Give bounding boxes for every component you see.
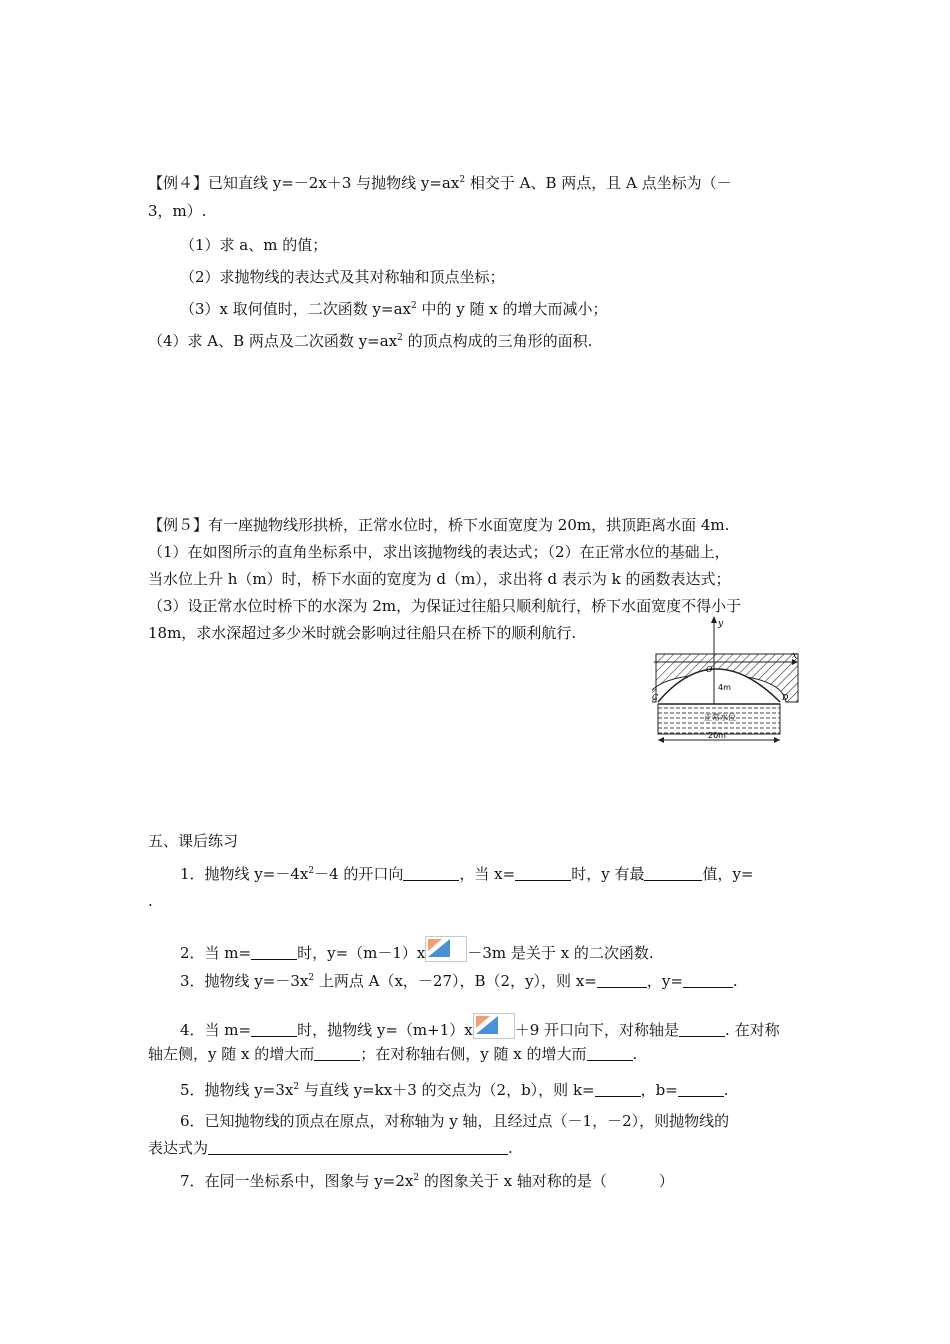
ex5-line2: （1）在如图所示的直角坐标系中，求出该抛物线的表达式；（2）在正常水位的基础上，: [148, 543, 730, 561]
label-water: 正常水位: [704, 713, 736, 722]
exercise-6-cont: 表达式为 .: [148, 1139, 513, 1157]
bridge-figure: [652, 616, 802, 746]
label-c: C: [652, 693, 659, 702]
blank[interactable]: [595, 1081, 641, 1097]
blank[interactable]: [251, 944, 297, 960]
exercises-title: 五、课后练习: [148, 832, 239, 850]
exercise-7: 7．在同一坐标系中，图象与 $y=2x^2$ 的图象关于 x 轴对称的是（ ）: [180, 1172, 674, 1190]
blank[interactable]: [679, 1021, 725, 1037]
label-y: y: [718, 619, 724, 629]
exercise-4: 4．当 m= 时，抛物线 y=（m+1）x ＋9 开口向下，对称轴是 . 在对称: [180, 1013, 780, 1041]
exercise-5: 5．抛物线 $y=3x^2$ 与直线 y=kx＋3 的交点为（2，b），则 k= ，b= .: [180, 1081, 729, 1099]
blank[interactable]: [208, 1139, 508, 1155]
blank[interactable]: [403, 865, 459, 881]
width-arrow-left: [658, 737, 664, 743]
ex4-q3: （3）x 取何值时，二次函数 $y=ax^2$ 中的 y 随 x 的增大而减小；: [180, 300, 608, 318]
ex4-line1: 【例４】已知直线 y=－2x＋3 与抛物线 $y=ax^2$ 相交于 A、B 两点，且 A 点坐标为（－: [148, 174, 732, 192]
exercise-6: 6．已知抛物线的顶点在原点，对称轴为 y 轴，且经过点（－1，－2），则抛物线的: [180, 1112, 730, 1130]
y-axis-arrow: [711, 616, 717, 623]
exercise-2: 2．当 m= 时，y=（m－1）x －3m 是关于 x 的二次函数.: [180, 936, 654, 964]
exercise-3: 3．抛物线 $y=-3x^2$ 上两点 A（x，－27），B（2，y），则 x= ，y= .: [180, 972, 738, 990]
blank[interactable]: [678, 1081, 724, 1097]
ex4-q1: （1）求 a、m 的值；: [180, 236, 328, 254]
ex5-line1: 【例５】有一座抛物线形拱桥，正常水位时，桥下水面宽度为 20m，拱顶距离水面 4m.: [148, 516, 730, 534]
exercise-1-end: .: [148, 892, 153, 910]
blank[interactable]: [587, 1045, 633, 1061]
ex4-q2: （2）求抛物线的表达式及其对称轴和顶点坐标；: [180, 268, 505, 286]
label-height: 4m: [718, 683, 731, 692]
blank[interactable]: [683, 972, 733, 988]
label-x: x: [792, 651, 798, 661]
exercise-4-cont: 轴左侧，y 随 x 的增大而 ；在对称轴右侧，y 随 x 的增大而 .: [148, 1045, 638, 1063]
blank[interactable]: [251, 1021, 297, 1037]
ex5-line4: （3）设正常水位时桥下的水深为 2m，为保证过往船只顺利航行，桥下水面宽度不得小于: [148, 597, 742, 615]
ex4-q4: （4）求 A、B 两点及二次函数 $y=ax^2$ 的顶点构成的三角形的面积.: [148, 332, 593, 350]
broken-image-icon: [473, 1013, 515, 1039]
label-d: D: [782, 693, 789, 702]
blank[interactable]: [597, 972, 647, 988]
label-width: 20m: [708, 731, 726, 740]
exercise-1: 1．抛物线 $y=-4x^2-4$ 的开口向 ，当 x= 时，y 有最 值，y=: [180, 865, 754, 883]
ex4-line2: 3，m）.: [148, 202, 207, 220]
ex5-line5: 18m，求水深超过多少米时就会影响过往船只在桥下的顺利航行.: [148, 624, 577, 642]
broken-image-icon: [425, 936, 467, 962]
width-arrow-right: [774, 737, 780, 743]
ex5-line3: 当水位上升 h（m）时，桥下水面的宽度为 d（m），求出将 d 表示为 k 的函数表达式；: [148, 570, 731, 588]
blank[interactable]: [644, 865, 702, 881]
label-o: O: [706, 665, 713, 674]
blank[interactable]: [314, 1045, 360, 1061]
blank[interactable]: [515, 865, 571, 881]
